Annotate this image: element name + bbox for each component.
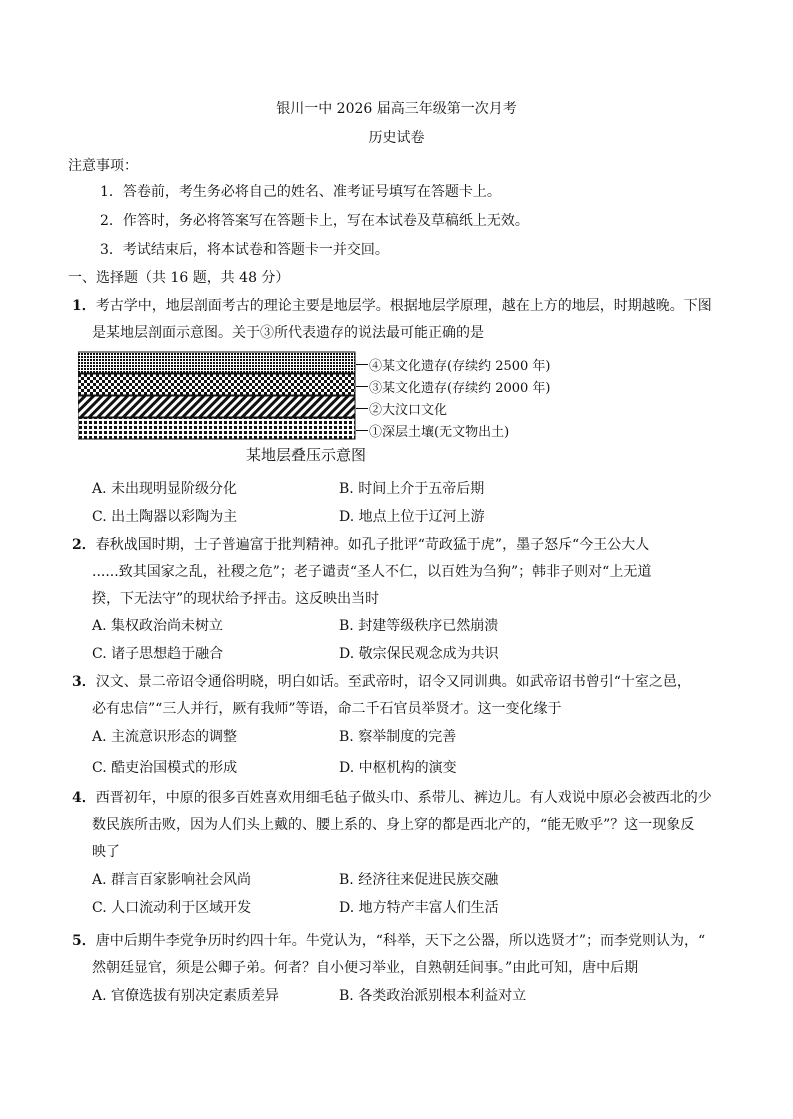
question-text: 考古学中，地层剖面考古的理论主要是地层学。根据地层学原理，越在上方的地层，时期越晚。下图 — [95, 298, 712, 314]
option-c: C. 酷吏治国模式的形成 — [92, 760, 238, 776]
option-a: A. 官僚选拔有别决定素质差异 — [92, 988, 280, 1004]
option-b: B. 封建等级秩序已然崩溃 — [339, 618, 499, 634]
option-c: C. 人口流动利于区域开发 — [92, 900, 252, 916]
question-number: 4． — [72, 790, 96, 806]
layer-1 — [78, 418, 355, 439]
option-d: D. 地点上位于辽河上游 — [339, 509, 485, 525]
figure-caption: 某地层叠压示意图 — [246, 446, 367, 464]
notice-item: 2．作答时，务必将答案写在答题卡上，写在本试卷及草稿纸上无效。 — [100, 213, 529, 229]
layer-label: ②大汶口文化 — [369, 403, 448, 418]
layer-label: ④某文化遗存(存续约 2500 年) — [369, 359, 551, 374]
leader-line — [356, 408, 368, 409]
question-text: 必有忠信”“三人并行，厥有我师”等语，命二千石官员举贤才。这一变化缘于 — [92, 701, 562, 717]
notice-item: 3．考试结束后，将本试卷和答题卡一并交回。 — [100, 242, 389, 258]
notice-item: 1．答卷前，考生务必将自己的姓名、准考证号填写在答题卡上。 — [100, 184, 501, 200]
question-text: 唐中后期牛李党争历时约四十年。牛党认为，“科举，天下之公器，所以选贤才”；而李党则认为，“ — [95, 933, 706, 949]
option-d: D. 中枢机构的演变 — [339, 760, 457, 776]
question-text: 映了 — [92, 844, 120, 860]
option-a: A. 主流意识形态的调整 — [92, 729, 238, 745]
question-1 — [72, 295, 712, 315]
leader-line — [356, 430, 368, 431]
leader-line — [356, 364, 368, 365]
question-text: 数民族所击败，因为人们头上戴的、腰上系的、身上穿的都是西北产的，“能无败乎”？这一现象反 — [92, 817, 695, 833]
option-a: A. 未出现明显阶级分化 — [92, 481, 238, 497]
layer-3 — [78, 374, 355, 395]
question-number: 3． — [72, 674, 96, 690]
question-text: 西晋初年，中原的很多百姓喜欢用细毛毡子做头巾、系带儿、裤边儿。有人戏说中原必会被西北的少 — [95, 790, 712, 806]
option-c: C. 诸子思想趋于融合 — [92, 646, 224, 662]
option-b: B. 察举制度的完善 — [339, 729, 457, 745]
question-number: 5． — [72, 933, 96, 949]
question-text: 是某地层剖面示意图。关于③所代表遗存的说法最可能正确的是 — [92, 325, 484, 341]
question-text: ......致其国家之乱，社稷之危”；老子谴责“圣人不仁，以百姓为刍狗”；韩非子则对“上无道 — [92, 564, 652, 580]
layer-2 — [78, 396, 355, 417]
option-a: A. 群言百家影响社会风尚 — [92, 872, 252, 888]
exam-title: 银川一中 2026 届高三年级第一次月考 — [276, 101, 517, 117]
option-d: D. 地方特产丰富人们生活 — [339, 900, 499, 916]
question-5 — [72, 930, 705, 950]
question-number: 2． — [72, 537, 96, 553]
question-text: 然朝廷显官，须是公卿子弟。何者？自小便习举业，自熟朝廷间事。”由此可知，唐中后期 — [92, 960, 639, 976]
option-a: A. 集权政治尚未树立 — [92, 618, 224, 634]
leader-line — [356, 386, 368, 387]
layer-4 — [78, 352, 355, 373]
question-number: 1． — [72, 298, 96, 314]
option-d: D. 敬宗保民观念成为共识 — [339, 646, 499, 662]
option-b: B. 各类政治派别根本利益对立 — [339, 988, 527, 1004]
section-title: 一、选择题（共 16 题，共 48 分） — [68, 270, 290, 286]
option-c: C. 出土陶器以彩陶为主 — [92, 509, 238, 525]
stratigraphy-figure — [78, 350, 358, 442]
option-b: B. 经济往来促进民族交融 — [339, 872, 499, 888]
question-2 — [72, 534, 649, 554]
option-b: B. 时间上介于五帝后期 — [339, 481, 485, 497]
exam-subtitle: 历史试卷 — [368, 130, 425, 146]
layer-label: ③某文化遗存(存续约 2000 年) — [369, 381, 551, 396]
question-text: 揆，下无法守”的现状给予抨击。这反映出当时 — [92, 591, 380, 607]
question-3 — [72, 671, 691, 691]
question-text: 春秋战国时期，士子普遍富于批判精神。如孔子批评“苛政猛于虎”，墨子怒斥“今王公大人 — [95, 537, 650, 553]
layer-label: ①深层土壤(无文物出土) — [369, 425, 510, 440]
question-4 — [72, 787, 712, 807]
notice-heading: 注意事项： — [68, 158, 138, 174]
question-text: 汉文、景二帝诏令通俗明晓，明白如话。至武帝时，诏令又同训典。如武帝诏书曾引“十室之邑， — [95, 674, 691, 690]
